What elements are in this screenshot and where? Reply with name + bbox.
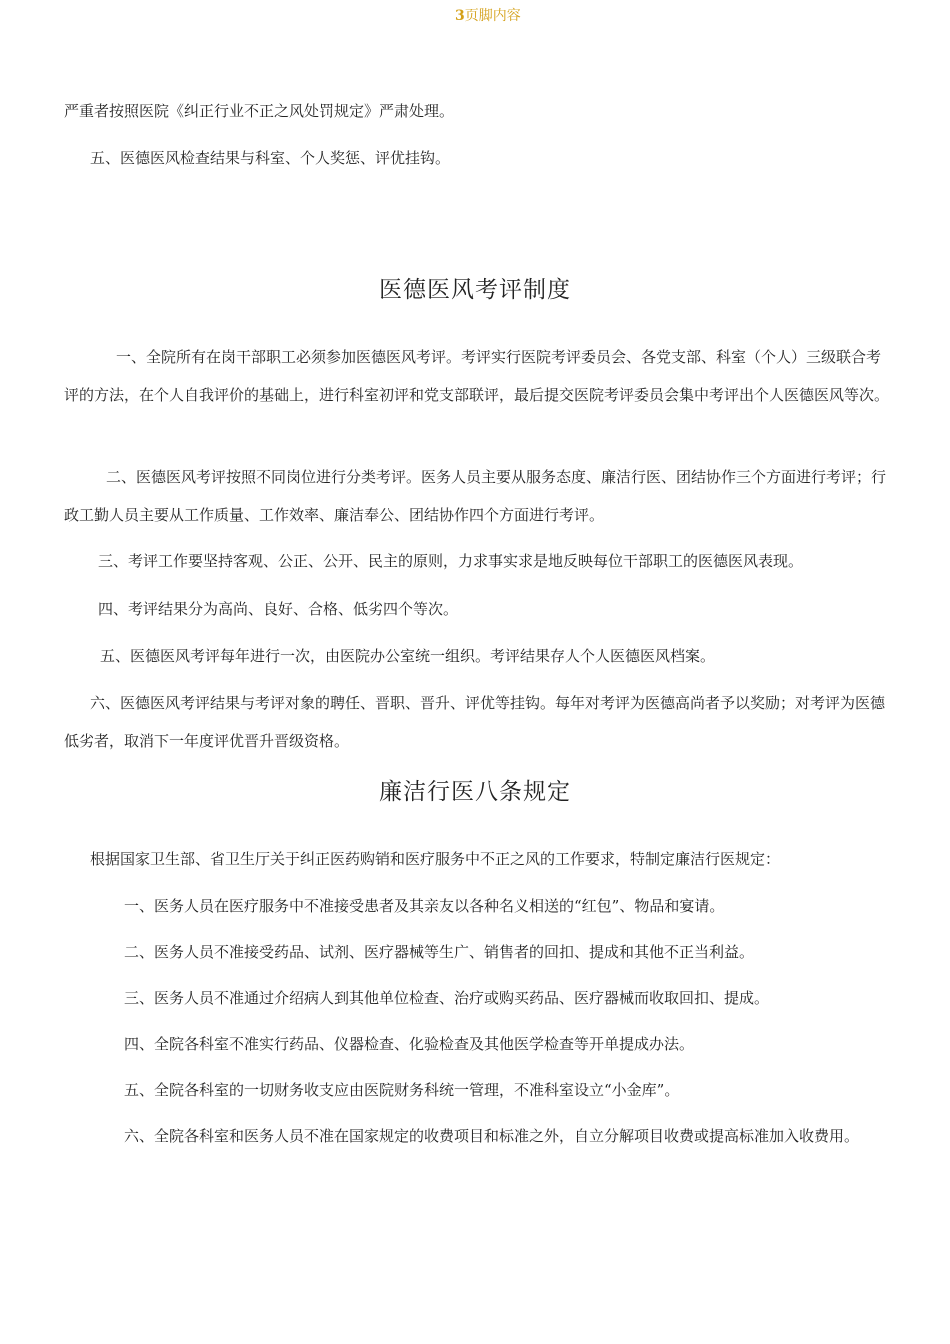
integrity-item-1: 一、医务人员在医疗服务中不准接受患者及其亲友以各种名义相送的“红包”、物品和宴请。 <box>124 897 725 915</box>
integrity-item-2: 二、医务人员不准接受药品、试剂、医疗器械等生广、销售者的回扣、提成和其他不正当利益。 <box>124 943 755 961</box>
section-title-evaluation: 医德医风考评制度 <box>379 277 571 303</box>
integrity-item-5: 五、全院各科室的一切财务收支应由医院财务科统一管理，不准科室设立“小金库”。 <box>124 1081 680 1099</box>
evaluation-item-4: 四、考评结果分为高尚、良好、合格、低劣四个等次。 <box>98 600 459 618</box>
page-footer-label <box>455 6 525 26</box>
evaluation-item-2: 二、医德医风考评按照不同岗位进行分类考评。医务人员主要从服务态度、廉洁行医、团结协作三个方面进行考评；行政工勤人员主要从工作质量、工作效率、廉洁奉公、团结协作四个方面进行考评。 <box>64 468 887 524</box>
integrity-item-6: 六、全院各科室和医务人员不准在国家规定的收费项目和标准之外，自立分解项目收费或提高标准加入收费用。 <box>124 1127 860 1145</box>
integrity-lead: 根据国家卫生部、省卫生厅关于纠正医药购销和医疗服务中不正之风的工作要求，特制定廉洁行医规定： <box>90 850 781 868</box>
section-title-integrity: 廉洁行医八条规定 <box>379 779 571 805</box>
evaluation-item-6: 六、医德医风考评结果与考评对象的聘任、晋职、晋升、评优等挂钩。每年对考评为医德高尚者予以奖励；对考评为医德低劣者，取消下一年度评优晋升晋级资格。 <box>64 694 886 750</box>
intro-paragraph-1: 严重者按照医院《纠正行业不正之风处罚规定》严肃处理。 <box>64 102 455 120</box>
footer-text: 页脚内容 <box>464 8 521 24</box>
evaluation-item-1: 一、全院所有在岗干部职工必须参加医德医风考评。考评实行医院考评委员会、各党支部、科室（个人）三级联合考评的方法，在个人自我评价的基础上，进行科室初评和党支部联评，最后提交医院考评委员会集中考评出个人医德医风等次。 <box>64 348 890 404</box>
page-number: 3 <box>455 8 465 24</box>
evaluation-item-5: 五、医德医风考评每年进行一次，由医院办公室统一组织。考评结果存人个人医德医风档案。 <box>100 647 716 665</box>
evaluation-item-3: 三、考评工作要坚持客观、公正、公开、民主的原则，力求事实求是地反映每位干部职工的医德医风表现。 <box>98 552 804 570</box>
intro-paragraph-2: 五、医德医风检查结果与科室、个人奖惩、评优挂钩。 <box>90 149 451 167</box>
integrity-item-3: 三、医务人员不准通过介绍病人到其他单位检查、治疗或购买药品、医疗器械而收取回扣、提成。 <box>124 989 770 1007</box>
integrity-item-4: 四、全院各科室不准实行药品、仪器检查、化验检查及其他医学检查等开单提成办法。 <box>124 1035 695 1053</box>
